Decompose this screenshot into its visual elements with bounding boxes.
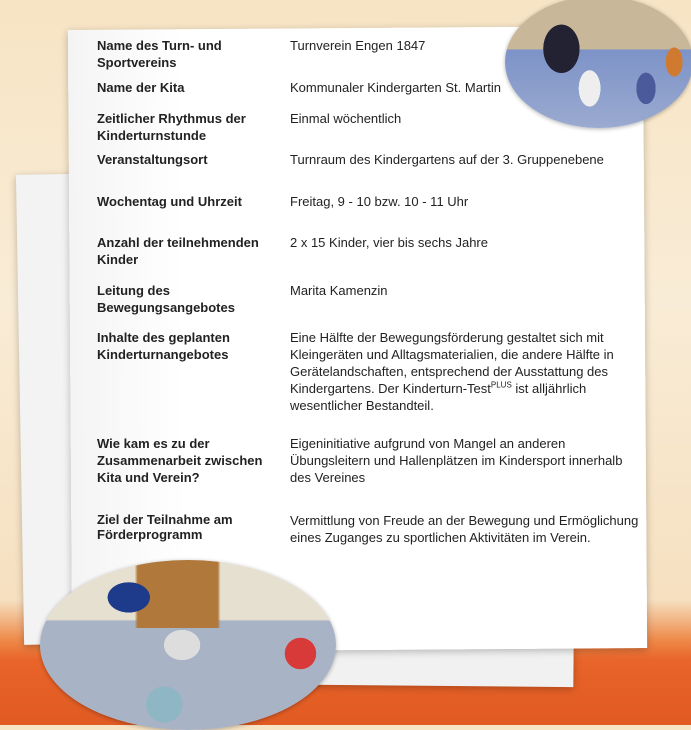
row-value: Turnraum des Kindergartens auf der 3. Gruppenebene — [290, 152, 604, 167]
row-value: Vermittlung von Freude an der Bewegung und Ermöglichung eines Zuganges zu sportlichen Aktivitäten im Verein. — [290, 513, 639, 545]
value-text: Eine Hälfte der Bewegungsförderung gestaltet sich mit Kleingeräten und Alltagsmaterialien, die andere Hälfte in Gerätelandschaften, entsprechend der Ausstattung des Kindergartens. Der Kinderturn-Test — [290, 330, 614, 396]
row-value: 2 x 15 Kinder, vier bis sechs Jahre — [290, 235, 488, 250]
value-superscript: PLUS — [490, 380, 512, 390]
row-label: Ziel der Teilnahme am Förderprogramm — [97, 512, 233, 542]
value-text: ist alljährlich wesentlicher Bestandteil. — [290, 381, 587, 413]
row-value: Marita Kamenzin — [290, 283, 388, 298]
row-label: Name des Turn- und Sportvereins — [97, 38, 222, 70]
row-value: Einmal wöchentlich — [290, 111, 402, 126]
row-label: Inhalte des geplanten Kinderturnangebotes — [97, 330, 230, 362]
row-label: Zeitlicher Rhythmus der Kinderturnstunde — [97, 111, 246, 143]
photo-children-circle — [505, 0, 691, 128]
row-value: Turnverein Engen 1847 — [290, 38, 426, 53]
photo-children-exercise — [40, 560, 336, 730]
row-label: Name der Kita — [97, 80, 185, 95]
row-value: Freitag, 9 - 10 bzw. 10 - 11 Uhr — [290, 194, 469, 209]
row-label: Wie kam es zu der Zusammenarbeit zwischen Kita und Verein? — [97, 436, 263, 485]
row-label: Leitung des Bewegungsangebotes — [97, 283, 235, 315]
row-value — [290, 329, 640, 414]
row-label: Wochentag und Uhrzeit — [97, 194, 242, 209]
row-label: Veranstaltungsort — [97, 152, 208, 167]
row-value: Eigeninitiative aufgrund von Mangel an anderen Übungsleitern und Hallenplätzen im Kindersport innerhalb des Vereines — [290, 436, 623, 485]
row-value: Kommunaler Kindergarten St. Martin — [290, 80, 501, 95]
row-label: Anzahl der teilnehmenden Kinder — [97, 235, 259, 267]
